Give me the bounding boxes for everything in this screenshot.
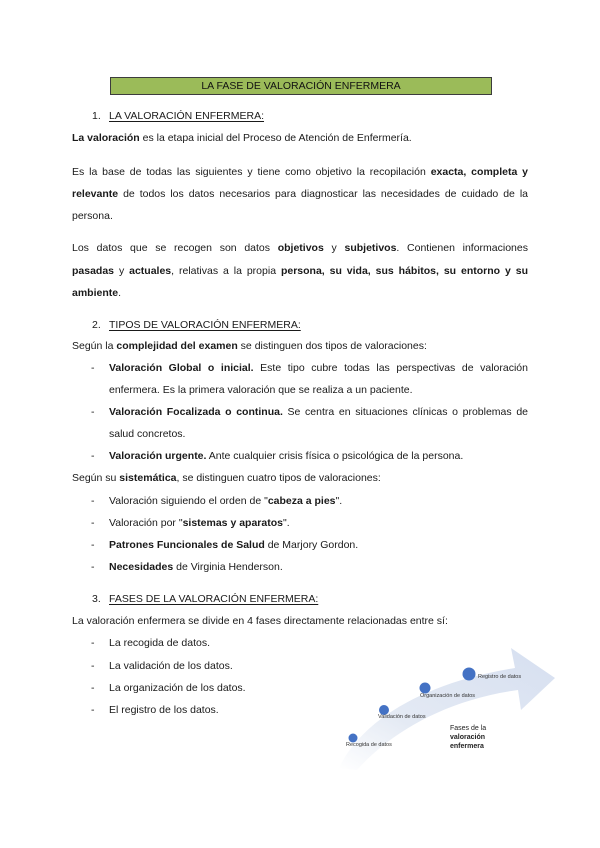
paragraph-complexity-intro bbox=[72, 339, 427, 353]
diagram-caption-line-2: valoración bbox=[450, 734, 486, 741]
diagram-caption-line-1: Fases de la bbox=[450, 725, 487, 732]
text: Según la bbox=[72, 340, 117, 352]
text: . bbox=[118, 287, 122, 299]
list-item-phase-4: El registro de los datos. bbox=[109, 704, 219, 716]
text: . Contienen informaciones bbox=[396, 242, 528, 254]
list-bullet: - bbox=[91, 495, 95, 507]
text: se distinguen dos tipos de valoraciones: bbox=[237, 340, 427, 352]
list-bullet: - bbox=[91, 637, 95, 649]
text: Este tipo cubre todas las perspectivas de valoración bbox=[253, 362, 528, 374]
list-item-global bbox=[109, 361, 528, 375]
bold-text: Patrones Funcionales de Salud bbox=[109, 539, 265, 551]
bold-text: actuales bbox=[129, 265, 172, 277]
text: Ante cualquier crisis física o psicológica de la persona. bbox=[206, 450, 464, 462]
bold-text: La valoración bbox=[72, 132, 140, 144]
list-bullet: - bbox=[91, 561, 95, 573]
section-3-number: 3. bbox=[92, 593, 101, 605]
bold-text: Valoración Global o inicial. bbox=[109, 362, 254, 374]
phase-dot-3 bbox=[420, 683, 431, 694]
section-2-number: 2. bbox=[92, 319, 101, 331]
phase-label-4: Registro de datos bbox=[478, 674, 522, 680]
section-1-heading bbox=[92, 110, 264, 122]
bold-text: Valoración Focalizada o continua. bbox=[109, 406, 283, 418]
paragraph-data-line-1 bbox=[72, 241, 528, 255]
list-bullet: - bbox=[91, 517, 95, 529]
paragraph-objective-line-1 bbox=[72, 165, 528, 179]
text: ". bbox=[335, 495, 343, 507]
section-2-heading bbox=[92, 319, 301, 331]
list-bullet: - bbox=[91, 682, 95, 694]
list-item-focalizada bbox=[109, 405, 528, 419]
bold-text: Necesidades bbox=[109, 561, 174, 573]
section-3-heading bbox=[92, 593, 318, 605]
bold-text: ambiente bbox=[72, 287, 119, 299]
bold-text: exacta, completa y bbox=[430, 166, 528, 178]
bold-text: sistemas y aparatos bbox=[182, 517, 283, 529]
list-item-phase-2: La validación de los datos. bbox=[109, 660, 233, 672]
list-bullet: - bbox=[91, 406, 95, 418]
section-3-title: FASES DE LA VALORACIÓN ENFERMERA: bbox=[109, 593, 319, 605]
bold-text: objetivos bbox=[277, 242, 324, 254]
paragraph-definition bbox=[72, 131, 412, 145]
text: y bbox=[114, 265, 130, 277]
paragraph-objective-line-2 bbox=[72, 187, 528, 201]
list-item-urgente bbox=[109, 449, 463, 463]
list-item-phase-1: La recogida de datos. bbox=[109, 637, 210, 649]
list-bullet: - bbox=[91, 660, 95, 672]
list-item-sistemas bbox=[109, 516, 290, 530]
phase-label-3: Organización de datos bbox=[420, 693, 476, 699]
text: ". bbox=[282, 517, 290, 529]
text: Es la base de todas las siguientes y tiene como objetivo la recopilación bbox=[72, 166, 431, 178]
text: , relativas a la propia bbox=[171, 265, 281, 277]
section-1-number: 1. bbox=[92, 110, 101, 122]
text: de Virginia Henderson. bbox=[173, 561, 283, 573]
section-2-title: TIPOS DE VALORACIÓN ENFERMERA: bbox=[109, 319, 301, 331]
text: Los datos que se recogen son datos bbox=[72, 242, 278, 254]
phases-diagram bbox=[335, 638, 557, 772]
list-bullet: - bbox=[91, 450, 95, 462]
text: y bbox=[323, 242, 345, 254]
curved-arrow bbox=[339, 648, 555, 770]
bold-text: subjetivos bbox=[344, 242, 397, 254]
paragraph-data-line-3 bbox=[72, 286, 121, 300]
list-bullet: - bbox=[91, 704, 95, 716]
list-item-phase-3: La organización de los datos. bbox=[109, 682, 246, 694]
document-title: LA FASE DE VALORACIÓN ENFERMERA bbox=[110, 77, 492, 95]
list-item-focalizada-cont: salud concretos. bbox=[109, 428, 186, 440]
text: de todos los datos necesarios para diagnosticar las necesidades de cuidado de la bbox=[118, 188, 528, 200]
bold-text: sistemática bbox=[119, 472, 177, 484]
paragraph-systematic-intro bbox=[72, 471, 381, 485]
list-bullet: - bbox=[91, 539, 95, 551]
text: de Marjory Gordon. bbox=[264, 539, 359, 551]
bold-text: pasadas bbox=[72, 265, 115, 277]
text: Según su bbox=[72, 472, 120, 484]
paragraph-phases-intro: La valoración enfermera se divide en 4 fases directamente relacionadas entre sí: bbox=[72, 615, 448, 627]
paragraph-objective-line-3 bbox=[72, 209, 113, 223]
text: persona. bbox=[72, 210, 113, 222]
bold-text: complejidad del examen bbox=[116, 340, 238, 352]
bold-text: persona, su vida, sus hábitos, su entorno y su bbox=[280, 265, 528, 277]
section-1-title: LA VALORACIÓN ENFERMERA: bbox=[109, 110, 265, 122]
text: Valoración por " bbox=[109, 517, 183, 529]
text: , se distinguen cuatro tipos de valoraciones: bbox=[176, 472, 381, 484]
list-item-necesidades bbox=[109, 560, 283, 574]
list-item-global-cont: enfermera. Es la primera valoración que se realiza a un paciente. bbox=[109, 384, 413, 396]
list-item-patrones bbox=[109, 538, 358, 552]
paragraph-data-line-2 bbox=[72, 264, 528, 278]
text: Se centra en situaciones clínicas o problemas de bbox=[282, 406, 528, 418]
bold-text: relevante bbox=[72, 188, 119, 200]
phase-label-1: Recogida de datos bbox=[346, 742, 392, 748]
phase-dot-4 bbox=[463, 668, 476, 681]
text: Valoración siguiendo el orden de " bbox=[109, 495, 268, 507]
text: es la etapa inicial del Proceso de Atención de Enfermería. bbox=[139, 132, 412, 144]
list-item-cabeza-pies bbox=[109, 494, 342, 508]
list-bullet: - bbox=[91, 362, 95, 374]
diagram-caption-line-3: enfermera bbox=[450, 743, 484, 750]
phase-label-2: Validación de datos bbox=[378, 714, 426, 720]
bold-text: Valoración urgente. bbox=[109, 450, 207, 462]
bold-text: cabeza a pies bbox=[267, 495, 336, 507]
